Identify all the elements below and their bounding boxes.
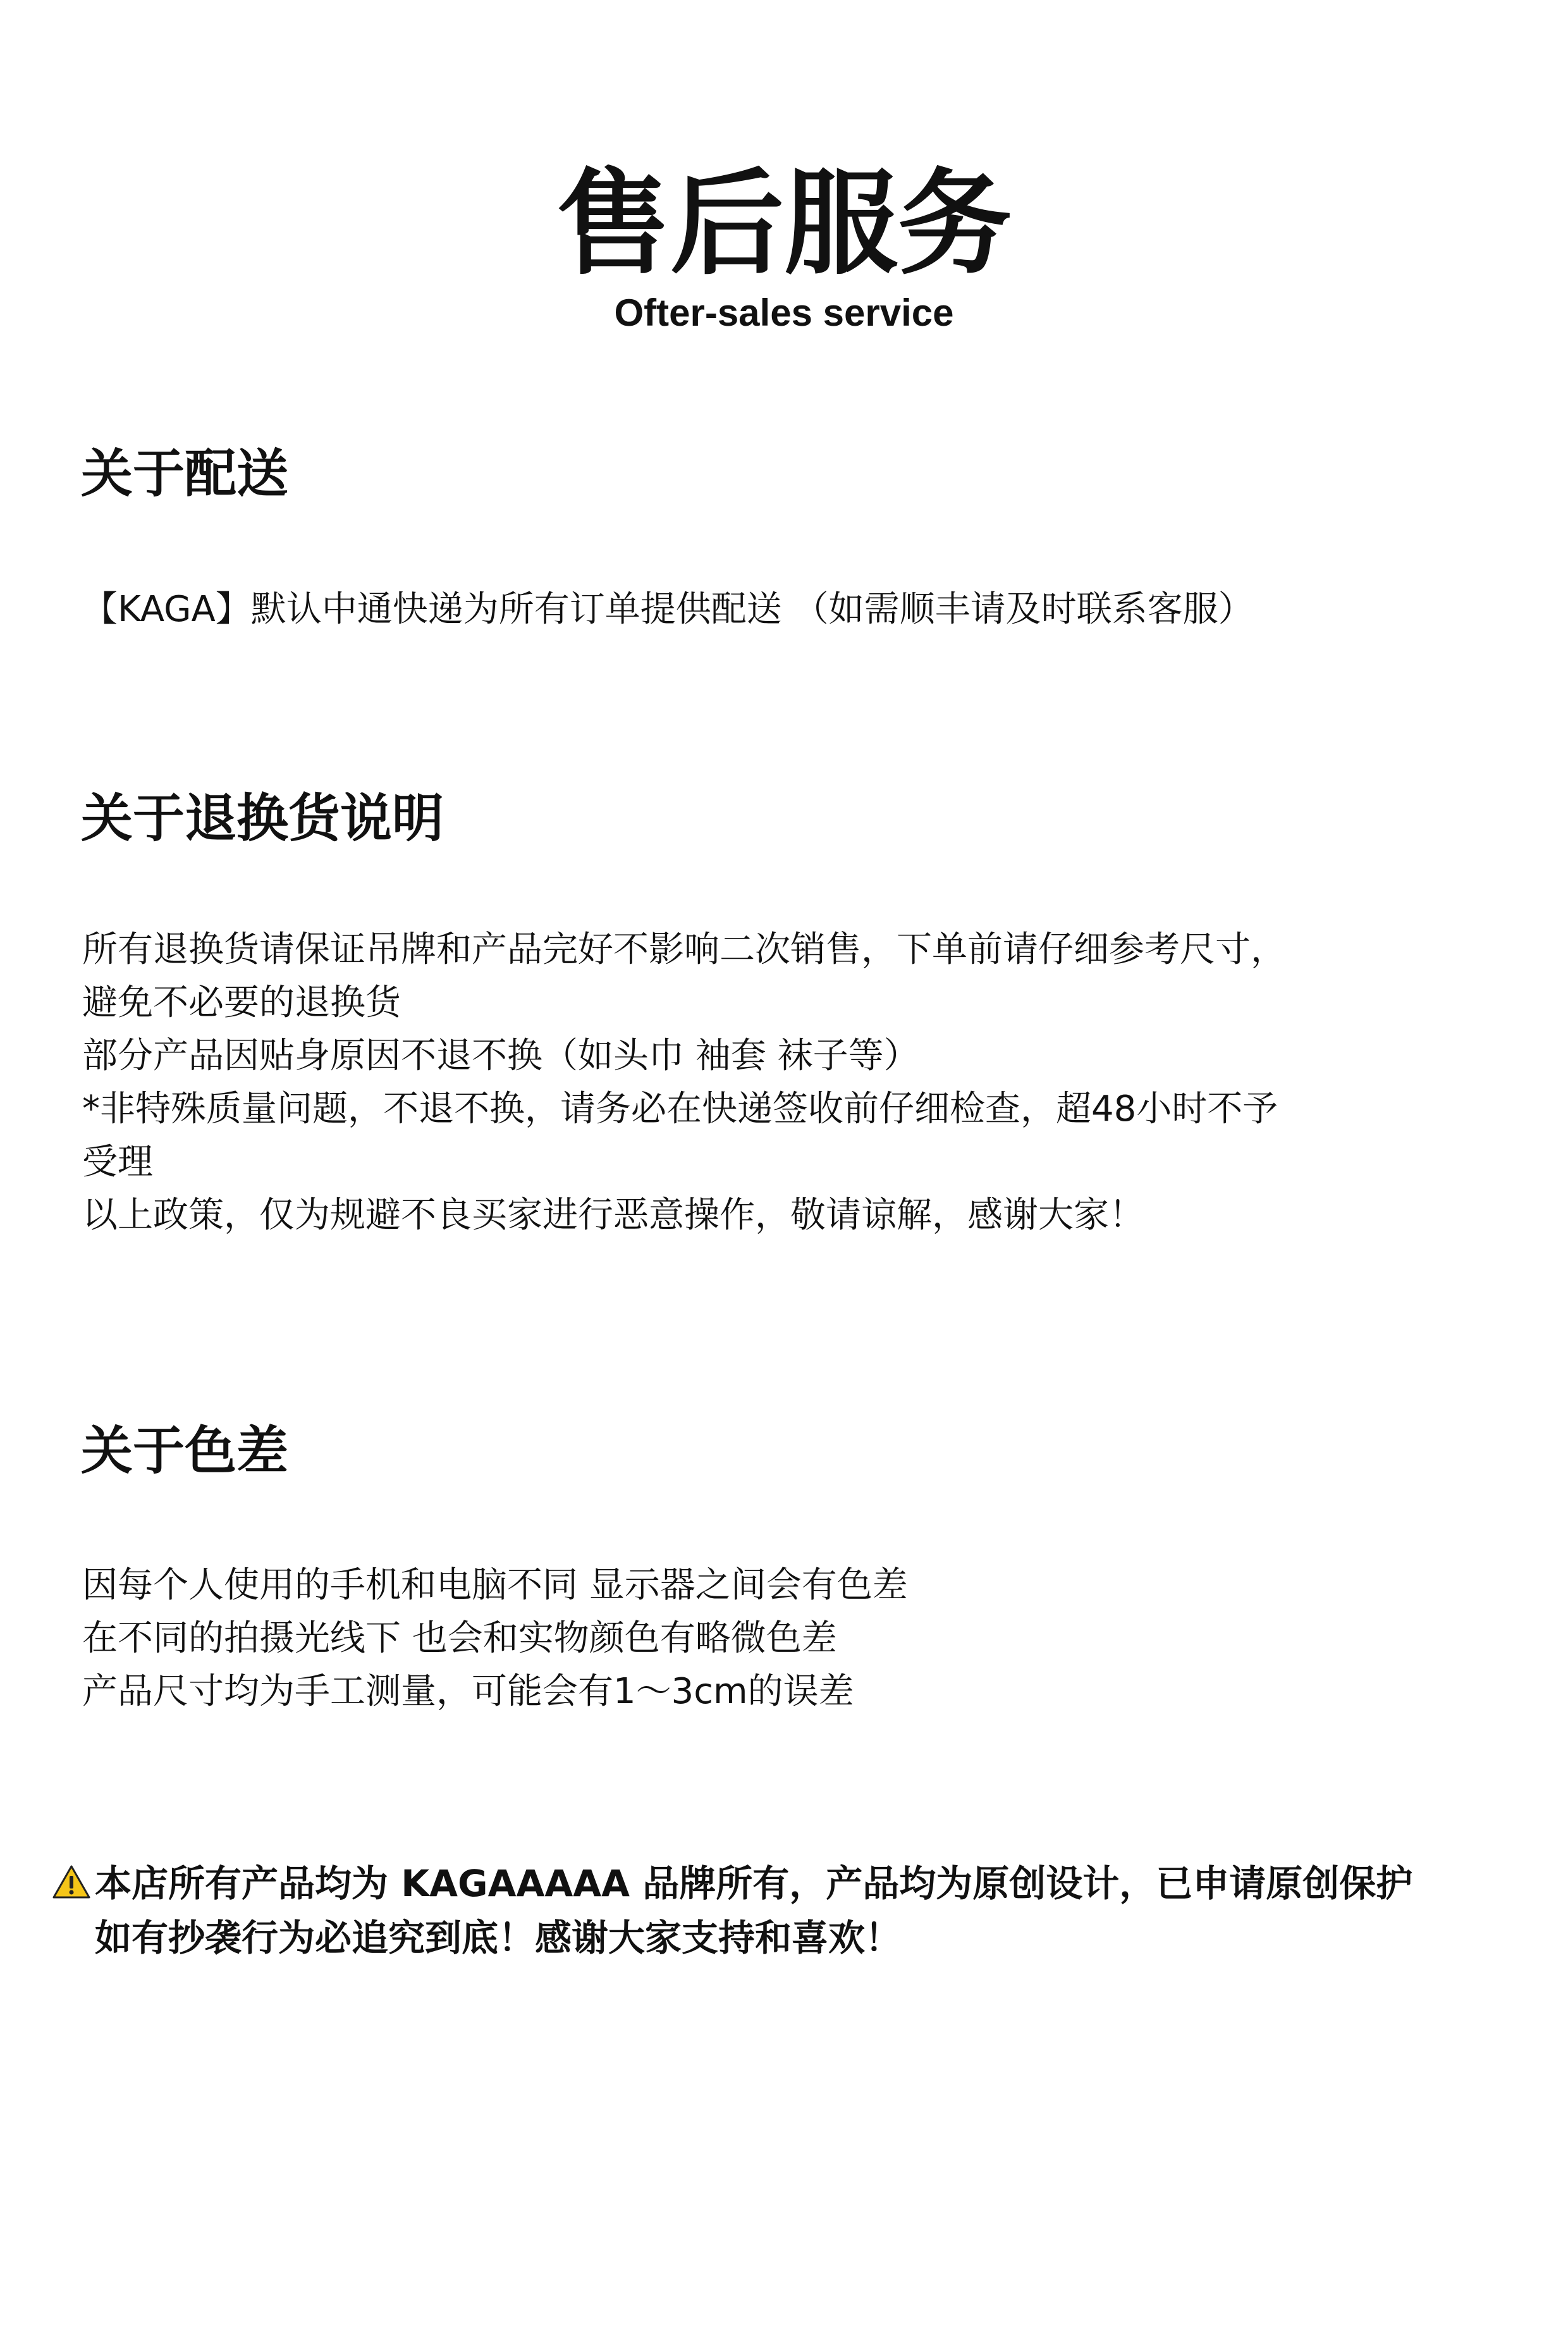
returns-line: 避免不必要的退换货 — [82, 982, 401, 1023]
returns-line: *非特殊质量问题，不退不换，请务必在快递签收前仔细检查，超48小时不予 — [82, 1088, 1278, 1130]
page-title: 售后服务 — [556, 158, 1012, 290]
notice-line-2: 如有抄袭行为必追究到底！感谢大家支持和喜欢！ — [95, 1916, 902, 1959]
returns-line: 部分产品因贴身原因不退不换（如头巾 袖套 袜子等） — [82, 1035, 919, 1076]
delivery-line: 【KAGA】默认中通快递为所有订单提供配送 （如需顺丰请及时联系客服） — [82, 589, 1254, 630]
copyright-notice — [52, 1856, 1506, 1965]
color-line: 因每个人使用的手机和电脑不同 显示器之间会有色差 — [82, 1565, 908, 1606]
section-title-returns: 关于退换货说明 — [81, 789, 444, 849]
page-subtitle: Ofter-sales service — [614, 292, 954, 334]
color-line: 产品尺寸均为手工测量，可能会有1～3cm的误差 — [82, 1671, 854, 1712]
returns-line: 所有退换货请保证吊牌和产品完好不影响二次销售，下单前请仔细参考尺寸， — [82, 929, 1286, 970]
section-title-color: 关于色差 — [81, 1421, 289, 1481]
returns-line: 受理 — [82, 1142, 153, 1183]
notice-line-1: 本店所有产品均为 KAGAAAAA 品牌所有，产品均为原创设计，已申请原创保护 — [95, 1862, 1413, 1905]
section-body-returns — [82, 923, 1410, 1242]
color-line: 在不同的拍摄光线下 也会和实物颜色有略微色差 — [82, 1618, 837, 1659]
returns-line: 以上政策，仅为规避不良买家进行恶意操作，敬请谅解，感谢大家！ — [82, 1195, 1144, 1236]
warning-icon — [52, 1860, 91, 1895]
section-body-color — [82, 1559, 1410, 1718]
section-body-delivery — [82, 583, 1410, 636]
section-title-delivery: 关于配送 — [81, 444, 289, 504]
